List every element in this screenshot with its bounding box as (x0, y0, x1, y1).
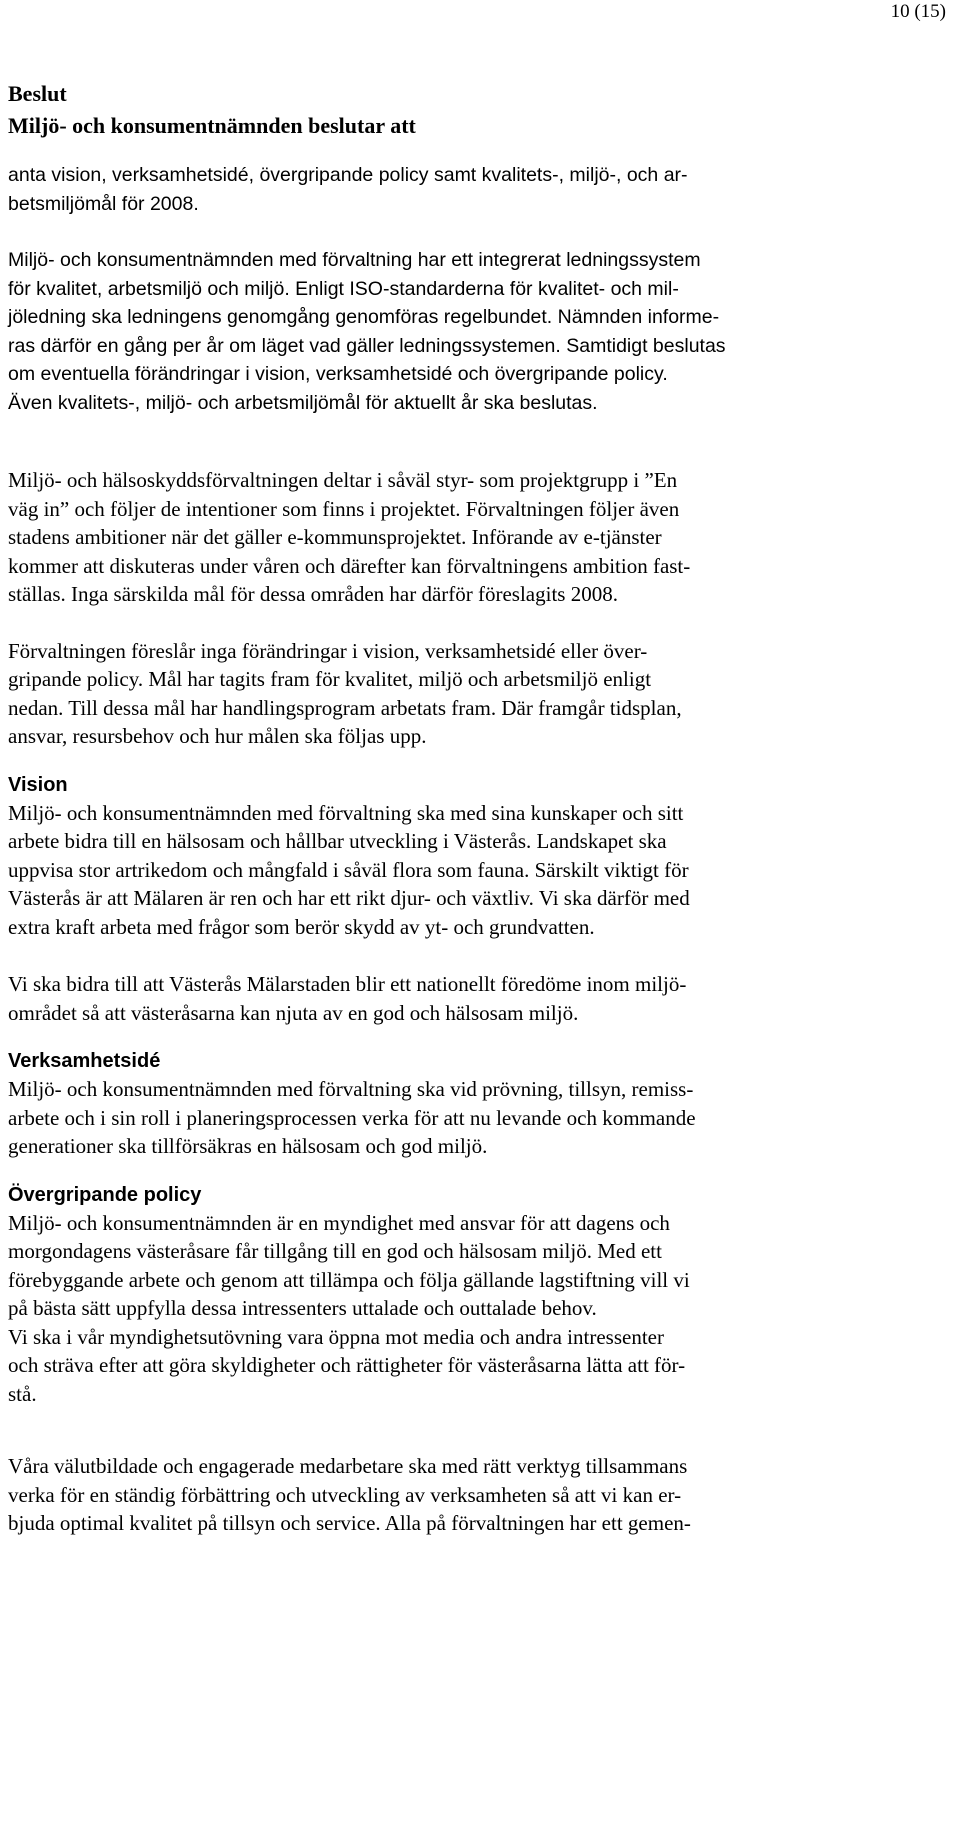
text-line: verka för en ständig förbättring och utveckling av verksamheten så att vi kan er- (8, 1482, 682, 1507)
vision-paragraph-2 (8, 970, 938, 1027)
text-line: generationer ska tillförsäkras en hälsosam och god miljö. (8, 1134, 488, 1158)
beslut-subheading: Miljö- och konsumentnämnden beslutar att (8, 113, 416, 138)
text-line: uppvisa stor artrikedom och mångfald i såväl flora som fauna. Särskilt viktigt för (8, 857, 689, 882)
document-body (8, 78, 938, 1538)
text-line: Även kvalitets-, miljö- och arbetsmiljömål för aktuellt år ska beslutas. (8, 391, 598, 414)
verksamhetside-heading: Verksamhetsidé (8, 1050, 161, 1072)
policy-paragraph-3 (8, 1452, 938, 1538)
text-line: Vi ska bidra till att Västerås Mälarstaden blir ett nationellt föredöme inom miljö- (8, 972, 687, 996)
text-line: för kvalitet, arbetsmiljö och miljö. Enligt ISO-standarderna för kvalitet- och mil- (8, 277, 679, 300)
intro-paragraph (8, 246, 938, 417)
text-line: bjuda optimal kvalitet på tillsyn och service. Alla på förvaltningen har ett gemen- (8, 1511, 691, 1535)
text-line: nedan. Till dessa mål har handlingsprogram arbetats fram. Där framgår tidsplan, (8, 695, 682, 720)
page-number: 10 (15) (890, 1, 946, 22)
text-line: ras därför en gång per år om läget vad gäller ledningssystemen. Samtidigt beslutas (8, 334, 726, 357)
text-line: Förvaltningen föreslår inga förändringar i vision, verksamhetsidé eller över- (8, 638, 648, 663)
text-line: stadens ambitioner när det gäller e-kommunsprojektet. Införande av e-tjänster (8, 525, 662, 549)
text-line: Västerås är att Mälaren är ren och har ett rikt djur- och växtliv. Vi ska därför med (8, 886, 690, 910)
text-line: Våra välutbildade och engagerade medarbetare ska med rätt verktyg tillsammans (8, 1454, 688, 1478)
text-line: betsmiljömål för 2008. (8, 192, 199, 215)
text-line: kommer att diskuteras under våren och därefter kan förvaltningens ambition fast- (8, 553, 691, 578)
text-line: om eventuella förändringar i vision, verksamhetsidé och övergripande policy. (8, 363, 668, 385)
text-line: ställas. Inga särskilda mål för dessa områden har därför föreslagits 2008. (8, 582, 618, 606)
text-line: väg in” och följer de intentioner som finns i projektet. Förvaltningen följer även (8, 496, 680, 521)
text-line: och sträva efter att göra skyldigheter och rättigheter för västeråsarna lätta att för- (8, 1353, 686, 1377)
text-line: stå. (8, 1381, 37, 1406)
text-line: Miljö- och konsumentnämnden med förvaltning har ett integrerat ledningssystem (8, 249, 701, 271)
hso-paragraph (8, 466, 938, 609)
beslut-heading: Beslut (8, 81, 67, 106)
text-line: extra kraft arbeta med frågor som berör skydd av yt- och grundvatten. (8, 914, 595, 939)
text-line: Miljö- och konsumentnämnden med förvaltning ska med sina kunskaper och sitt (8, 800, 684, 825)
text-line: Miljö- och hälsoskyddsförvaltningen deltar i såväl styr- som projektgrupp i ”En (8, 468, 678, 492)
policy-paragraph-2 (8, 1323, 938, 1409)
text-line: gripande policy. Mål har tagits fram för kvalitet, miljö och arbetsmiljö enligt (8, 667, 652, 691)
verksamhetside-paragraph (8, 1075, 938, 1161)
text-line: arbete bidra till en hälsosam och hållbar utveckling i Västerås. Landskapet ska (8, 829, 667, 853)
text-line: på bästa sätt uppfylla dessa intressenters uttalade och outtalade behov. (8, 1296, 597, 1320)
proposal-paragraph (8, 637, 938, 751)
text-line: området så att västeråsarna kan njuta av en god och hälsosam miljö. (8, 1000, 579, 1025)
text-line: förebyggande arbete och genom att tillämpa och följa gällande lagstiftning vill vi (8, 1267, 690, 1292)
vision-paragraph-1 (8, 799, 938, 942)
text-line: morgondagens västeråsare får tillgång till en god och hälsosam miljö. Med ett (8, 1239, 662, 1263)
text-line: jöledning ska ledningens genomgång genomföras regelbundet. Nämnden informe- (8, 306, 720, 328)
vision-heading: Vision (8, 773, 68, 796)
text-line: Miljö- och konsumentnämnden är en myndighet med ansvar för att dagens och (8, 1210, 670, 1235)
policy-paragraph-1 (8, 1209, 938, 1323)
policy-heading: Övergripande policy (8, 1183, 202, 1206)
decision-paragraph (8, 161, 938, 218)
text-line: Miljö- och konsumentnämnden med förvaltning ska vid prövning, tillsyn, remiss- (8, 1077, 694, 1101)
text-line: arbete och i sin roll i planeringsprocessen verka för att nu levande och kommande (8, 1105, 696, 1130)
text-line: anta vision, verksamhetsidé, övergripande policy samt kvalitets-, miljö-, och ar- (8, 164, 688, 186)
text-line: Vi ska i vår myndighetsutövning vara öppna mot media och andra intressenter (8, 1324, 664, 1349)
text-line: ansvar, resursbehov och hur målen ska följas upp. (8, 724, 427, 748)
